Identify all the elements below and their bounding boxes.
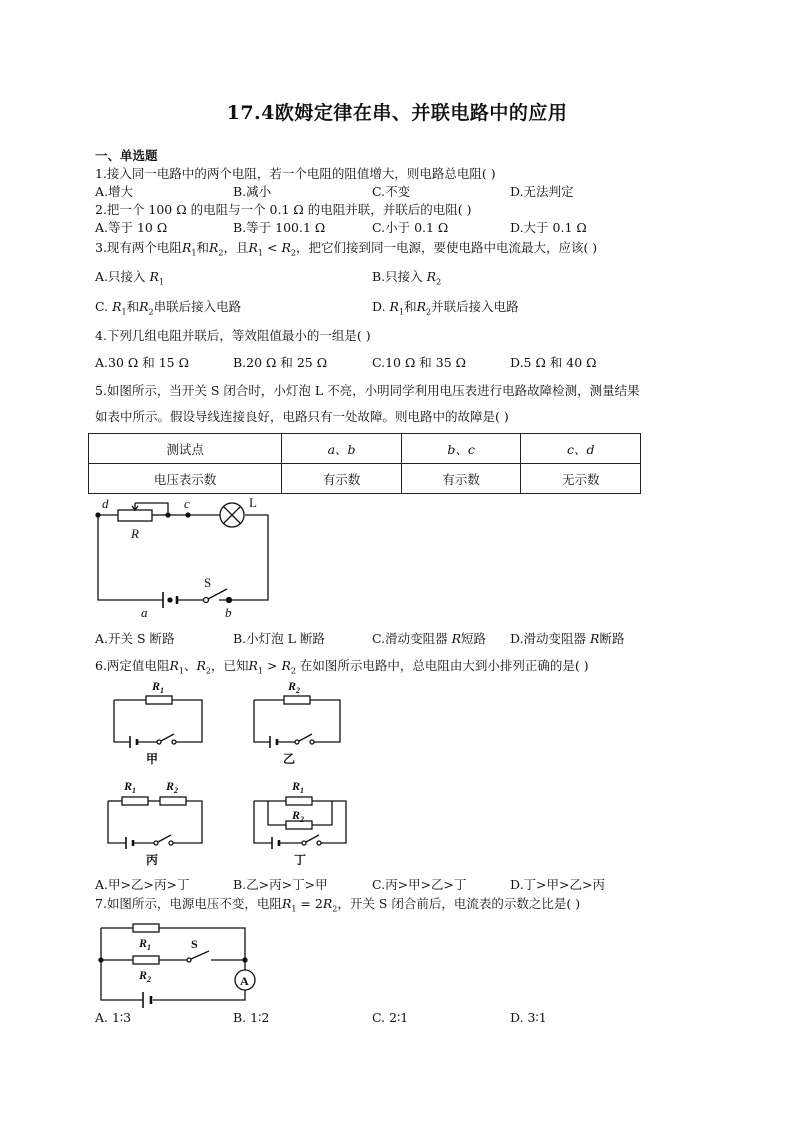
q6-circuit-ding: [250, 773, 360, 868]
ding-caption: 丁: [294, 853, 307, 867]
table-cell: b、c: [401, 434, 521, 464]
q6-circuit-yi: [250, 676, 350, 766]
label-c: c: [184, 496, 190, 511]
q1-option-d[interactable]: D.无法判定: [510, 184, 574, 199]
q1-option-b[interactable]: B.减小: [233, 184, 272, 199]
table-cell: 电压表示数: [89, 464, 282, 494]
q7-r1-label: $R_1$: [139, 936, 152, 952]
jia-r-label: $R_1$: [152, 679, 165, 695]
page-title: 17.4欧姆定律在串、并联电路中的应用: [226, 102, 568, 124]
q5-circuit-diagram: [88, 495, 288, 620]
question-2-stem: 2.把一个 100 Ω 的电阻与一个 0.1 Ω 的电阻并联，并联后的电阻( ): [95, 202, 472, 217]
q4-option-b[interactable]: B.20 Ω 和 25 Ω: [233, 355, 328, 370]
q7-option-a[interactable]: A. 1∶3: [95, 1010, 132, 1025]
ammeter-icon: A: [240, 974, 249, 988]
table-cell: 有示数: [401, 464, 521, 494]
q6-circuit-bing: [104, 773, 214, 868]
question-1-stem: 1.接入同一电路中的两个电阻，若一个电阻的阻值增大，则电路总电阻( ): [95, 166, 496, 181]
question-3-stem: 3.现有两个电阻$R_1$和$R_2$，且$R_1 < R_2$，把它们接到同一电源，要使电路中电流最大，应该( ): [95, 240, 598, 258]
yi-r-label: $R_2$: [288, 679, 301, 695]
q1-option-a[interactable]: A.增大: [95, 184, 134, 199]
voltage-test-table: [88, 433, 641, 494]
question-4-stem: 4.下列几组电阻并联后，等效阻值最小的一组是( ): [95, 328, 371, 343]
q3-option-b[interactable]: B.只接入 $R_2$: [372, 269, 442, 287]
q2-option-b[interactable]: B.等于 100.1 Ω: [233, 220, 326, 235]
table-cell: c、d: [521, 434, 641, 464]
bing-r2-label: $R_2$: [166, 779, 179, 795]
q1-option-c[interactable]: C.不变: [372, 184, 411, 199]
ding-r1-label: $R_1$: [292, 779, 305, 795]
q5-option-a[interactable]: A.开关 S 断路: [95, 631, 175, 646]
q7-option-d[interactable]: D. 3∶1: [510, 1010, 547, 1025]
section-heading: 一、单选题: [95, 148, 158, 163]
yi-caption: 乙: [283, 752, 296, 766]
bing-r1-label: $R_1$: [124, 779, 137, 795]
q7-circuit-diagram: [95, 914, 265, 1009]
q7-option-c[interactable]: C. 2∶1: [372, 1010, 409, 1025]
q7-r2-label: $R_2$: [139, 968, 152, 984]
label-S: S: [204, 575, 212, 590]
label-d: d: [102, 496, 109, 511]
question-5-stem-line1: 5.如图所示，当开关 S 闭合时，小灯泡 L 不亮，小明同学利用电压表进行电路故障检测，测量结果: [95, 383, 640, 398]
q5-option-d[interactable]: D.滑动变阻器 R断路: [510, 631, 625, 646]
q4-option-d[interactable]: D.5 Ω 和 40 Ω: [510, 355, 597, 370]
q5-option-c[interactable]: C.滑动变阻器 R短路: [372, 631, 487, 646]
q6-circuit-jia: [110, 676, 210, 766]
q2-option-d[interactable]: D.大于 0.1 Ω: [510, 220, 587, 235]
table-row: [89, 464, 641, 494]
q6-option-c[interactable]: C.丙>甲>乙>丁: [372, 877, 467, 892]
bing-caption: 丙: [146, 853, 159, 867]
q4-option-a[interactable]: A.30 Ω 和 15 Ω: [95, 355, 189, 370]
label-R: R: [131, 526, 139, 541]
table-header-row: [89, 434, 641, 464]
table-cell: 测试点: [89, 434, 282, 464]
q6-option-d[interactable]: D.丁>甲>乙>丙: [510, 877, 605, 892]
q4-option-c[interactable]: C.10 Ω 和 35 Ω: [372, 355, 467, 370]
table-cell: a、b: [282, 434, 402, 464]
q7-option-b[interactable]: B. 1∶2: [233, 1010, 270, 1025]
label-b: b: [225, 605, 232, 620]
question-6-stem: 6.两定值电阻$R_1$、$R_2$，已知$R_1 > R_2$ 在如图所示电路中，总电阻由大到小排列正确的是( ): [95, 658, 589, 676]
q3-option-a[interactable]: A.只接入 $R_1$: [95, 269, 165, 287]
jia-caption: 甲: [146, 752, 159, 766]
label-a: a: [141, 605, 148, 620]
q3-option-c[interactable]: C. $R_1$和$R_2$串联后接入电路: [95, 299, 242, 317]
table-cell: 无示数: [521, 464, 641, 494]
ding-r2-label: $R_2$: [292, 808, 305, 824]
q2-option-a[interactable]: A.等于 10 Ω: [95, 220, 168, 235]
q7-s-label: S: [191, 937, 198, 951]
q6-option-b[interactable]: B.乙>丙>丁>甲: [233, 877, 328, 892]
q6-option-a[interactable]: A.甲>乙>丙>丁: [95, 877, 190, 892]
question-5-stem-line2: 如表中所示。假设导线连接良好，电路只有一处故障。则电路中的故障是( ): [95, 409, 509, 424]
q2-option-c[interactable]: C.小于 0.1 Ω: [372, 220, 449, 235]
q3-option-d[interactable]: D. $R_1$和$R_2$并联后接入电路: [372, 299, 519, 317]
question-7-stem: 7.如图所示，电源电压不变，电阻$R_1 = 2R_2$，开关 S 闭合前后，电流表的示数之比是( ): [95, 896, 581, 914]
label-L: L: [249, 495, 257, 510]
table-cell: 有示数: [282, 464, 402, 494]
q5-option-b[interactable]: B.小灯泡 L 断路: [233, 631, 325, 646]
